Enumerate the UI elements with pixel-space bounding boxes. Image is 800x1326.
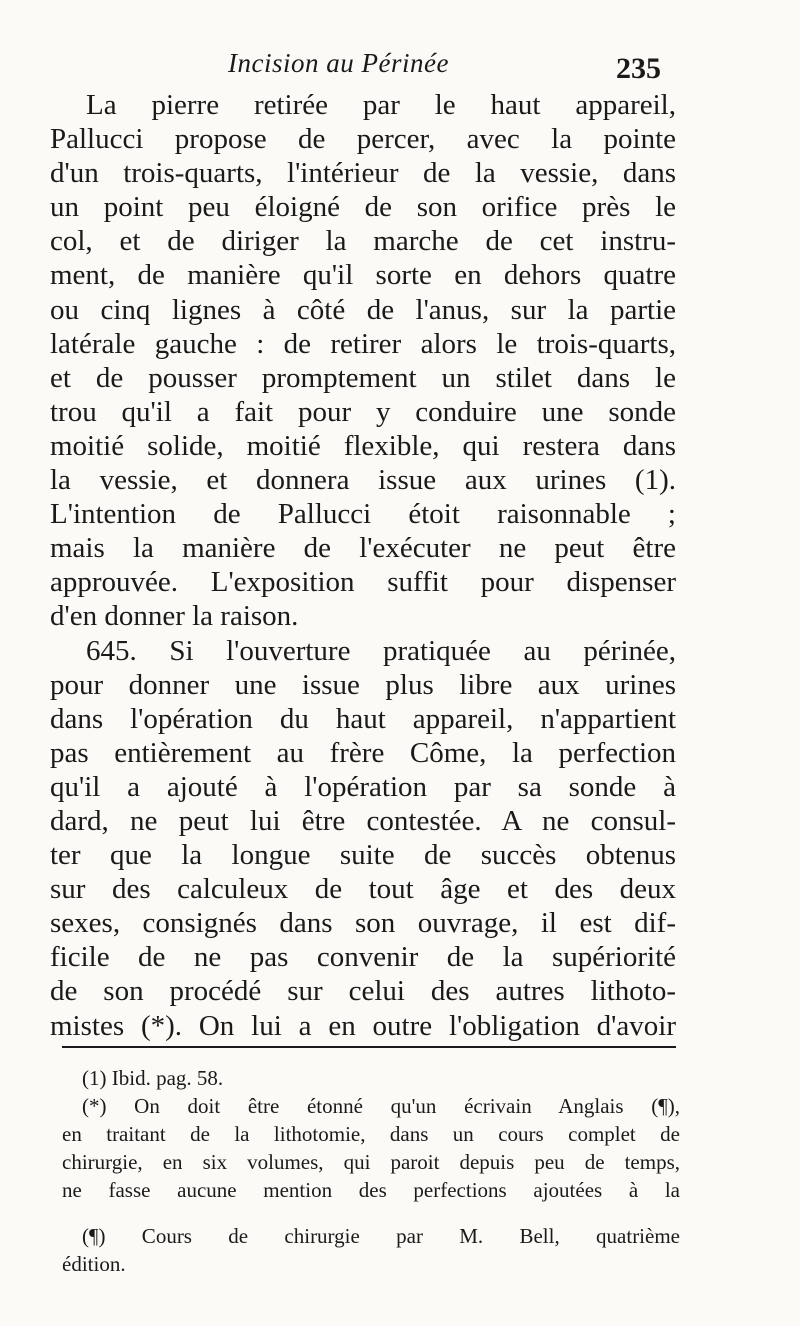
text-line: pas entièrement au frère Côme, la perfection bbox=[50, 736, 676, 769]
text-line: La pierre retirée par le haut appareil, bbox=[86, 89, 676, 121]
text-line: ficile de ne pas convenir de la supériorité bbox=[50, 941, 676, 974]
text-line: approuvée. L'exposition suffit pour dispenser bbox=[50, 566, 676, 599]
text-line: ou cinq lignes à côté de l'anus, sur la partie bbox=[50, 293, 676, 326]
footnote-line: (1) Ibid. pag. 58. bbox=[82, 1066, 224, 1090]
page-header bbox=[0, 48, 800, 88]
footnote-line: en traitant de la lithotomie, dans un cours complet de bbox=[62, 1122, 680, 1146]
text-line: sur des calculeux de tout âge et des deux bbox=[50, 873, 676, 906]
text-line: moitié solide, moitié flexible, qui restera dans bbox=[50, 429, 676, 462]
main-text bbox=[50, 88, 676, 1043]
footnote-rule bbox=[62, 1046, 676, 1048]
text-line: qu'il a ajouté à l'opération par sa sonde à bbox=[50, 770, 676, 803]
text-line: col, et de diriger la marche de cet instru- bbox=[50, 225, 676, 258]
text-line: et de pousser promptement un stilet dans le bbox=[50, 361, 676, 394]
text-line: d'un trois-quarts, l'intérieur de la vessie, dans bbox=[50, 157, 676, 190]
footnote-line: ne fasse aucune mention des perfections ajoutées à la bbox=[62, 1178, 680, 1202]
text-line: mistes (*). On lui a en outre l'obligation d'avoir bbox=[50, 1009, 676, 1042]
text-line: un point peu éloigné de son orifice près le bbox=[50, 191, 676, 224]
text-line: mais la manière de l'exécuter ne peut être bbox=[50, 532, 676, 565]
footnote-line: (¶) Cours de chirurgie par M. Bell, quatrième bbox=[82, 1224, 680, 1248]
text-line: Pallucci propose de percer, avec la pointe bbox=[50, 123, 676, 156]
text-line: ter que la longue suite de succès obtenus bbox=[50, 839, 676, 872]
running-title: Incision au Périnée bbox=[228, 48, 449, 78]
page-number: 235 bbox=[616, 52, 661, 85]
text-line: d'en donner la raison. bbox=[50, 600, 299, 633]
text-line: de son procédé sur celui des autres lithoto- bbox=[50, 975, 676, 1008]
text-line: L'intention de Pallucci étoit raisonnable ; bbox=[50, 498, 676, 531]
text-line: sexes, consignés dans son ouvrage, il est dif- bbox=[50, 907, 676, 940]
footnote-line: (*) On doit être étonné qu'un écrivain Anglais (¶), bbox=[82, 1094, 680, 1118]
text-line: 645. Si l'ouverture pratiquée au périnée, bbox=[86, 634, 676, 667]
text-line: la vessie, et donnera issue aux urines (1). bbox=[50, 464, 676, 497]
text-line: pour donner une issue plus libre aux urines bbox=[50, 668, 676, 701]
footnote-gap bbox=[62, 1204, 680, 1222]
footnotes bbox=[62, 1064, 680, 1278]
text-line: dans l'opération du haut appareil, n'appartient bbox=[50, 702, 676, 735]
text-line: ment, de manière qu'il sorte en dehors quatre bbox=[50, 259, 676, 292]
text-line: dard, ne peut lui être contestée. A ne consul- bbox=[50, 804, 676, 837]
text-line: trou qu'il a fait pour y conduire une sonde bbox=[50, 395, 676, 428]
footnote-line: édition. bbox=[62, 1252, 126, 1276]
text-line: latérale gauche : de retirer alors le trois-quarts, bbox=[50, 327, 676, 360]
footnote-line: chirurgie, en six volumes, qui paroit depuis peu de temps, bbox=[62, 1150, 680, 1174]
